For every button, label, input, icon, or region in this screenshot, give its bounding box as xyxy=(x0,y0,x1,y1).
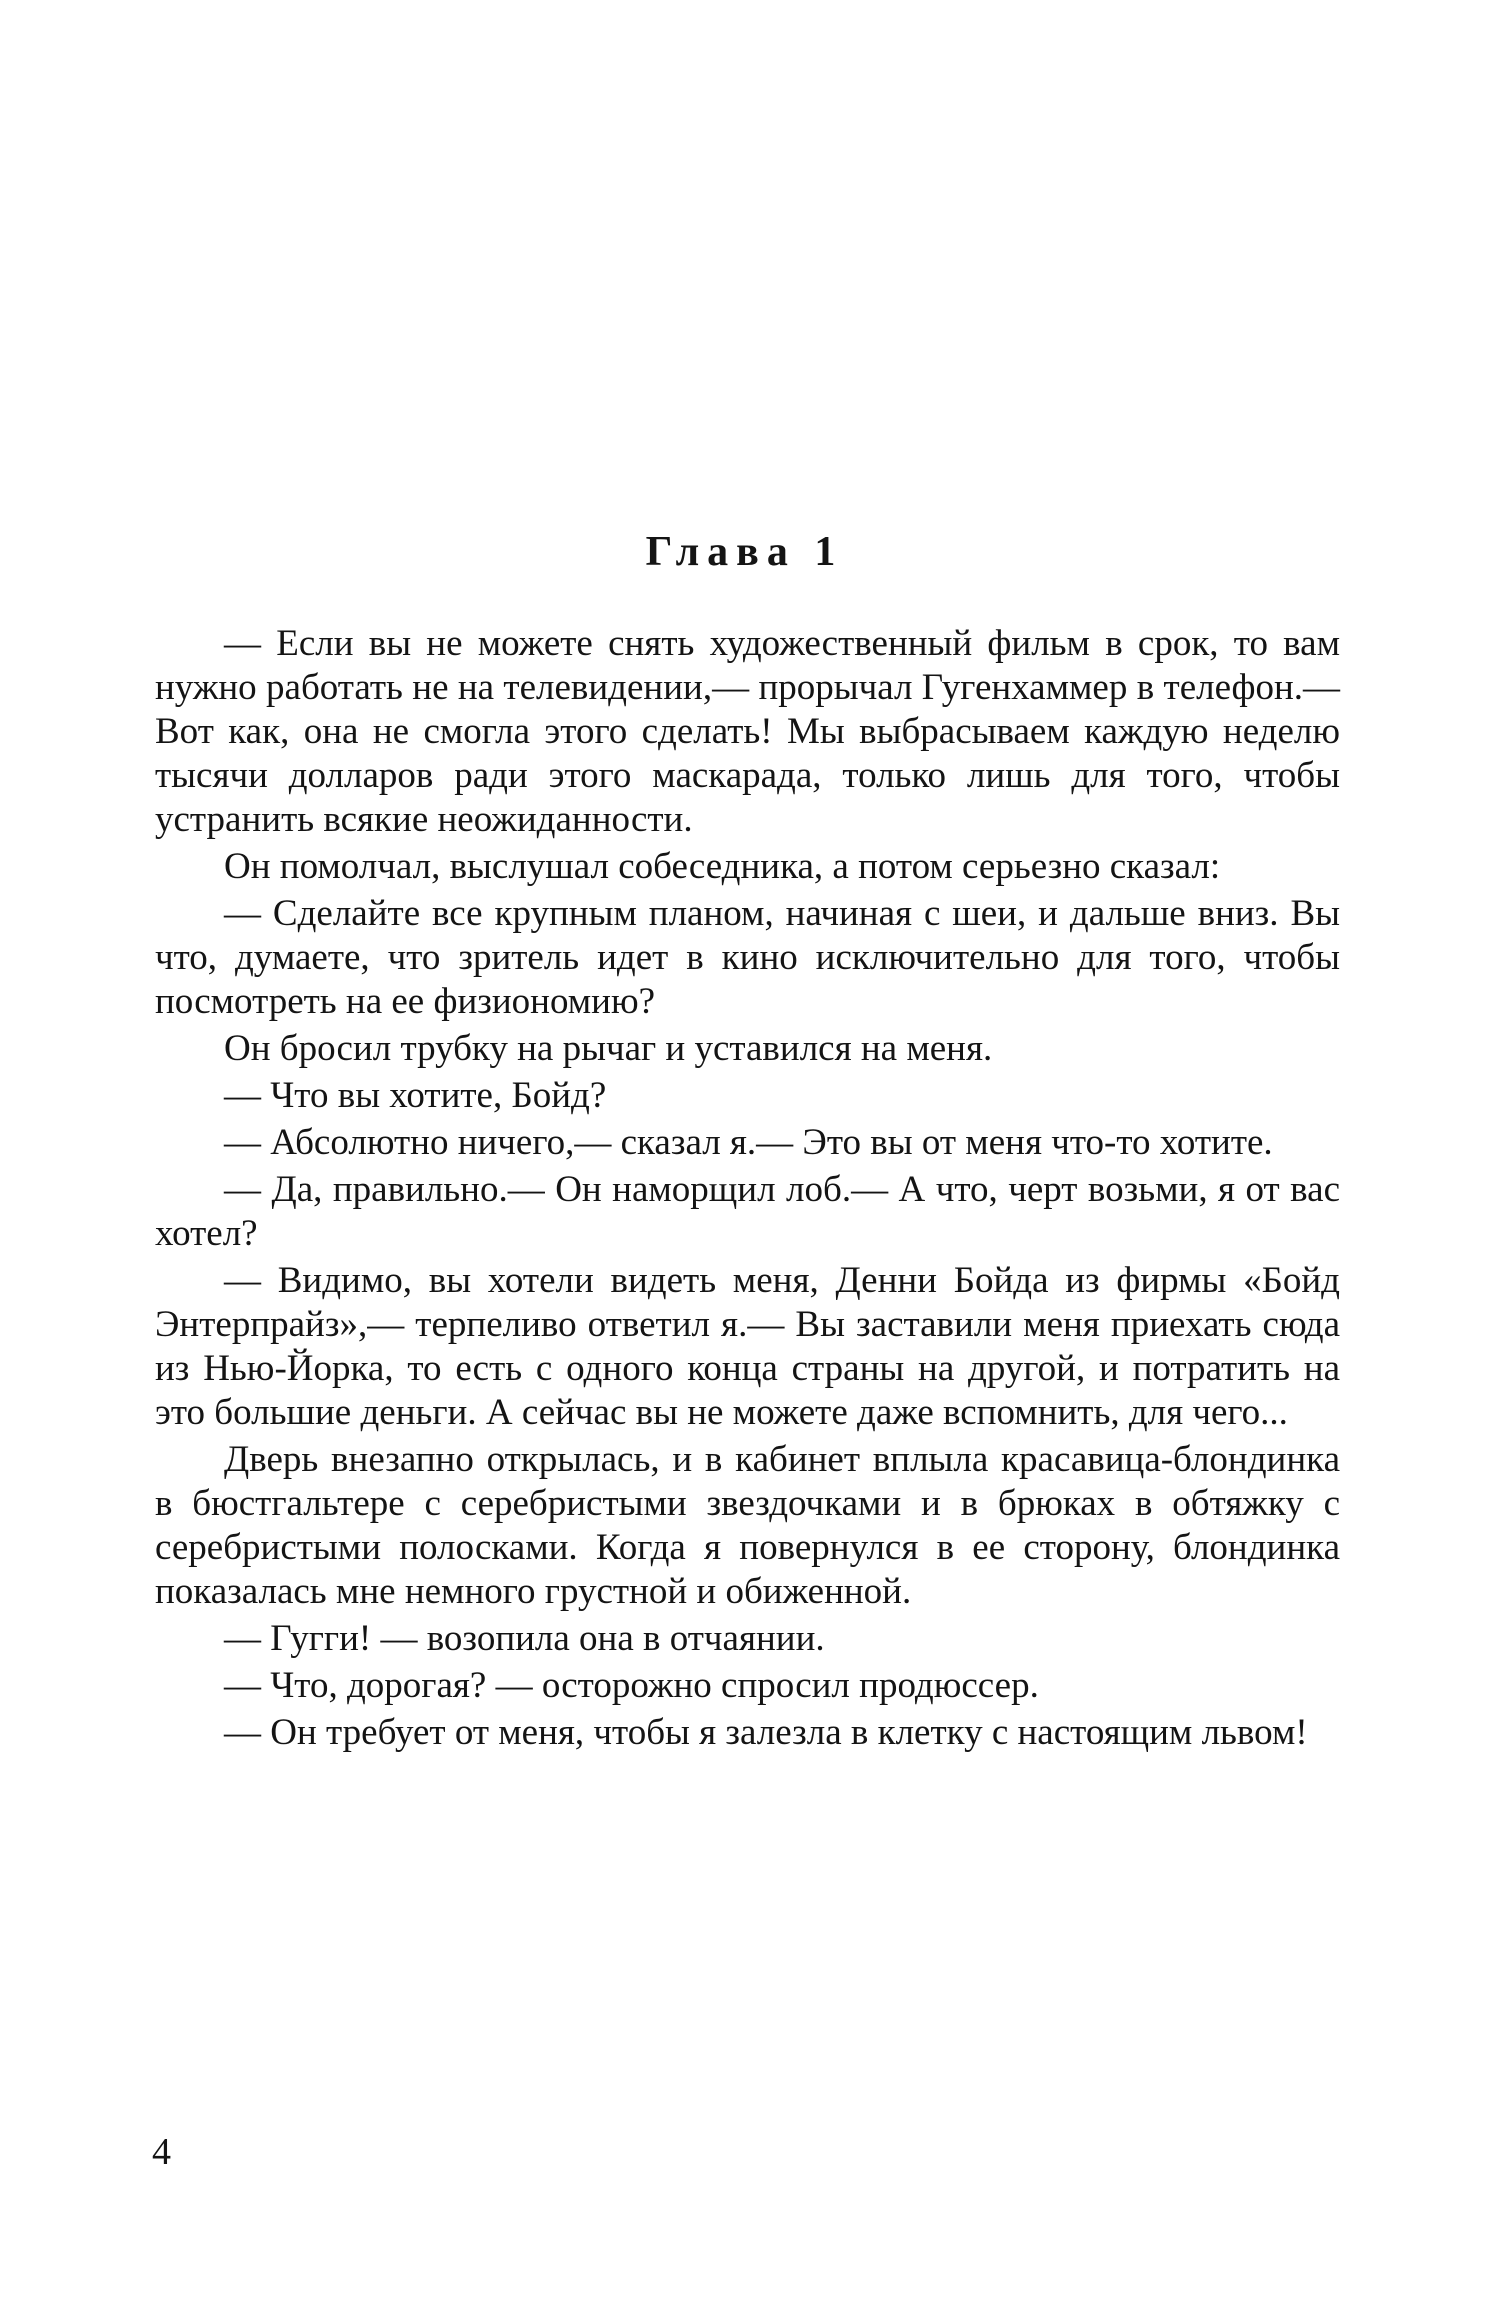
paragraph: Он бросил трубку на рычаг и уставился на меня. xyxy=(224,1028,993,1069)
paragraph: Он помолчал, выслушал собеседника, а потом серьезно сказал: xyxy=(224,846,1221,887)
paragraph: — Он требует от меня, чтобы я залезла в клетку с настоящим львом! xyxy=(224,1712,1308,1753)
paragraph: — Что вы хотите, Бойд? xyxy=(224,1075,607,1116)
chapter-title: Глава 1 xyxy=(645,529,844,575)
paragraph: — Если вы не можете снять художественный фильм в срок, то вам нужно работать не на телевидении,— прорычал Гугенхаммер в телефон.— Вот как, она не смогла этого сделать! Мы выбрасываем каждую неделю тысячи долларов ради этого маскарада, только лишь для того, чтобы устранить всякие неожиданности. xyxy=(155,623,1340,840)
paragraph: — Видимо, вы хотели видеть меня, Денни Бойда из фирмы «Бойд Энтерпрайз»,— терпеливо ответил я.— Вы заставили меня приехать сюда из Нью-Йорка, то есть с одного конца страны на другой, и потратить на это большие деньги. А сейчас вы не можете даже вспомнить, для чего... xyxy=(155,1260,1340,1433)
paragraph: — Сделайте все крупным планом, начиная с шеи, и дальше вниз. Вы что, думаете, что зритель идет в кино исключительно для того, чтобы посмотреть на ее физиономию? xyxy=(155,893,1340,1022)
paragraph: — Гугги! — возопила она в отчаянии. xyxy=(224,1618,825,1659)
paragraph: Дверь внезапно открылась, и в кабинет вплыла красавица-блондинка в бюстгальтере с серебристыми звездочками и в брюках в обтяжку с серебристыми полосками. Когда я повернулся в ее сторону, блондинка показалась мне немного грустной и обиженной. xyxy=(155,1439,1340,1612)
paragraph: — Да, правильно.— Он наморщил лоб.— А что, черт возьми, я от вас хотел? xyxy=(155,1169,1340,1254)
chapter-body xyxy=(155,622,1340,1758)
paragraph: — Абсолютно ничего,— сказал я.— Это вы от меня что-то хотите. xyxy=(224,1122,1273,1163)
page-number: 4 xyxy=(152,2131,171,2173)
paragraph: — Что, дорогая? — осторожно спросил продюссер. xyxy=(224,1665,1039,1706)
